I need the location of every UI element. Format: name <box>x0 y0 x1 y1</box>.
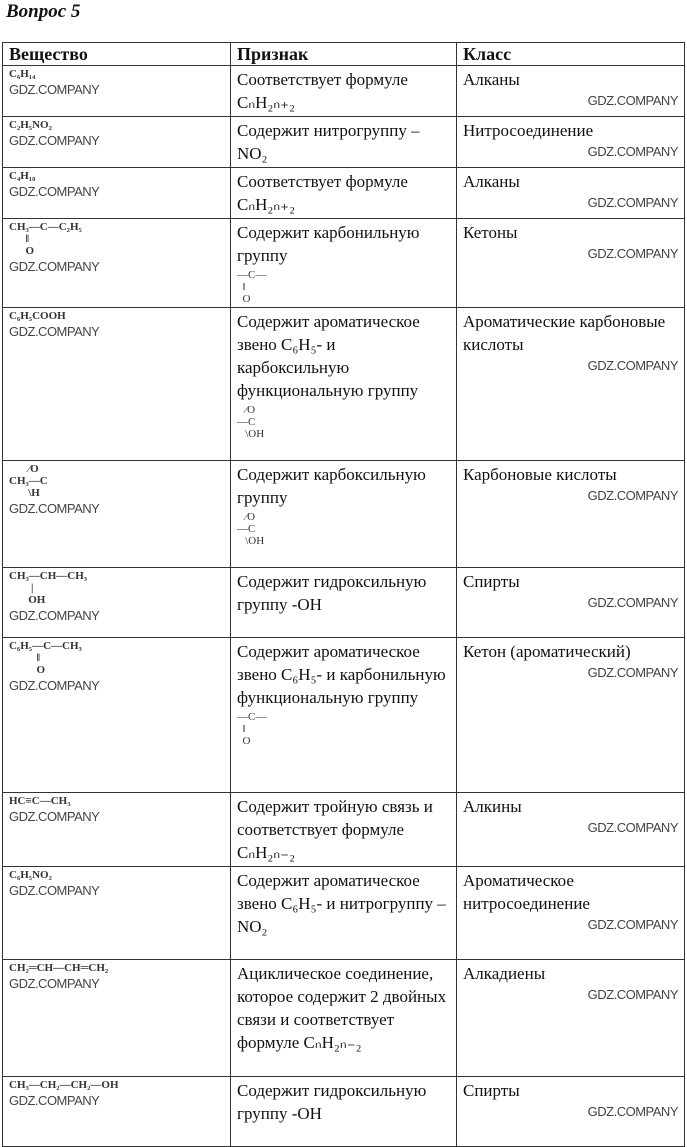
table-row <box>3 461 685 568</box>
class-text: Алкадиены <box>463 964 546 983</box>
watermark: GDZ.COMPANY <box>587 358 678 373</box>
watermark: GDZ.COMPANY <box>9 324 100 339</box>
substance-cell <box>3 1077 231 1147</box>
class-cell <box>457 308 685 461</box>
watermark: GDZ.COMPANY <box>9 133 100 148</box>
feature-cell <box>231 308 457 461</box>
feature-text: Соответствует формуле CₙH₂ₙ₊₂ <box>237 70 408 112</box>
watermark: GDZ.COMPANY <box>9 184 100 199</box>
watermark: GDZ.COMPANY <box>9 82 100 97</box>
class-text: Ароматическое нитросоединение <box>463 871 590 913</box>
class-cell <box>457 1077 685 1147</box>
class-text: Кетоны <box>463 223 518 242</box>
watermark: GDZ.COMPANY <box>9 501 100 516</box>
feature-cell <box>231 66 457 117</box>
watermark: GDZ.COMPANY <box>587 195 678 210</box>
substance-cell <box>3 638 231 793</box>
feature-cell <box>231 168 457 219</box>
substance-formula: C₂H₅NO₂ <box>9 119 52 131</box>
feature-cell <box>231 461 457 568</box>
functional-group-drawing: —C— ‖ O <box>237 711 267 747</box>
class-text: Нитросоединение <box>463 121 594 140</box>
substance-formula: C₆H₁₄ <box>9 68 36 80</box>
substance-formula: C₆H₅—C—CH₃ ‖ O <box>9 640 82 676</box>
table-row <box>3 568 685 638</box>
functional-group-drawing: —C— ‖ O <box>237 269 267 305</box>
feature-text: Содержит ароматическое звено C₆H₅- и нитрогруппу –NO₂ <box>237 871 446 936</box>
substance-formula: C₆H₅NO₂ <box>9 869 52 881</box>
feature-text: Содержит гидроксильную группу -OH <box>237 572 427 614</box>
answer-table <box>2 42 685 1147</box>
substance-formula: CH₂═CH—CH═CH₂ <box>9 962 109 974</box>
header-feature: Признак <box>231 43 457 66</box>
substance-cell <box>3 960 231 1077</box>
watermark: GDZ.COMPANY <box>9 976 100 991</box>
substance-formula: C₆H₅COOH <box>9 310 66 322</box>
watermark: GDZ.COMPANY <box>587 665 678 680</box>
feature-cell <box>231 1077 457 1147</box>
table-row <box>3 960 685 1077</box>
class-text: Спирты <box>463 572 520 591</box>
substance-cell <box>3 219 231 308</box>
watermark: GDZ.COMPANY <box>9 608 100 623</box>
class-cell <box>457 168 685 219</box>
feature-cell <box>231 960 457 1077</box>
table-header-row <box>3 43 685 66</box>
watermark: GDZ.COMPANY <box>587 917 678 932</box>
substance-cell <box>3 117 231 168</box>
feature-cell <box>231 793 457 867</box>
class-text: Алканы <box>463 172 520 191</box>
feature-text: Содержит карбонильную группу <box>237 223 420 265</box>
table-row <box>3 66 685 117</box>
class-text: Алканы <box>463 70 520 89</box>
substance-formula: CH₃—CH—CH₃ | OH <box>9 570 88 606</box>
table-row <box>3 638 685 793</box>
watermark: GDZ.COMPANY <box>587 246 678 261</box>
substance-cell <box>3 793 231 867</box>
functional-group-drawing: ⁄O —C \OH <box>237 511 265 547</box>
substance-cell <box>3 308 231 461</box>
substance-cell <box>3 568 231 638</box>
class-text: Ароматические карбоновые кислоты <box>463 312 666 354</box>
watermark: GDZ.COMPANY <box>587 595 678 610</box>
table-row <box>3 168 685 219</box>
substance-formula: HC≡C—CH₃ <box>9 795 71 807</box>
class-cell <box>457 960 685 1077</box>
watermark: GDZ.COMPANY <box>9 259 100 274</box>
watermark: GDZ.COMPANY <box>9 678 100 693</box>
feature-text: Ациклическое соединение, которое содержит 2 двойных связи и соответствует формуле CₙH₂ₙ₋₂ <box>237 964 447 1052</box>
feature-cell <box>231 117 457 168</box>
class-cell <box>457 638 685 793</box>
feature-text: Содержит нитрогруппу –NO₂ <box>237 121 420 163</box>
class-cell <box>457 568 685 638</box>
class-text: Кетон (ароматический) <box>463 642 631 661</box>
watermark: GDZ.COMPANY <box>587 93 678 108</box>
watermark: GDZ.COMPANY <box>587 144 678 159</box>
feature-text: Содержит ароматическое звено C₆H₅- и карбонильную функциональную группу <box>237 642 446 707</box>
class-cell <box>457 461 685 568</box>
feature-cell <box>231 638 457 793</box>
substance-cell <box>3 168 231 219</box>
table-row <box>3 308 685 461</box>
watermark: GDZ.COMPANY <box>9 809 100 824</box>
table-row <box>3 793 685 867</box>
substance-formula: ⁄O CH₃—C \H <box>9 463 48 499</box>
feature-cell <box>231 568 457 638</box>
functional-group-drawing: ⁄O —C \OH <box>237 404 265 440</box>
substance-cell <box>3 66 231 117</box>
substance-cell <box>3 867 231 960</box>
feature-text: Соответствует формуле CₙH₂ₙ₊₂ <box>237 172 408 214</box>
feature-cell <box>231 219 457 308</box>
watermark: GDZ.COMPANY <box>587 1104 678 1119</box>
table-row <box>3 1077 685 1147</box>
class-text: Спирты <box>463 1081 520 1100</box>
class-text: Карбоновые кислоты <box>463 465 617 484</box>
watermark: GDZ.COMPANY <box>587 820 678 835</box>
class-cell <box>457 66 685 117</box>
watermark: GDZ.COMPANY <box>9 883 100 898</box>
class-cell <box>457 219 685 308</box>
feature-text: Содержит карбоксильную группу <box>237 465 426 507</box>
substance-formula: C₄H₁₀ <box>9 170 36 182</box>
class-cell <box>457 793 685 867</box>
question-title: Вопрос 5 <box>6 1 81 22</box>
watermark: GDZ.COMPANY <box>587 488 678 503</box>
class-cell <box>457 867 685 960</box>
substance-formula: CH₃—C—C₂H₅ ‖ O <box>9 221 82 257</box>
watermark: GDZ.COMPANY <box>587 987 678 1002</box>
watermark: GDZ.COMPANY <box>9 1093 100 1108</box>
class-cell <box>457 117 685 168</box>
header-substance: Вещество <box>3 43 231 66</box>
table-row <box>3 117 685 168</box>
header-class: Класс <box>457 43 685 66</box>
class-text: Алкины <box>463 797 522 816</box>
feature-text: Содержит ароматическое звено C₆H₅- и карбоксильную функциональную группу <box>237 312 420 400</box>
feature-cell <box>231 867 457 960</box>
substance-formula: CH₃—CH₂—CH₂—OH <box>9 1079 119 1091</box>
table-row <box>3 867 685 960</box>
feature-text: Содержит тройную связь и соответствует формуле CₙH₂ₙ₋₂ <box>237 797 433 862</box>
table-row <box>3 219 685 308</box>
substance-cell <box>3 461 231 568</box>
feature-text: Содержит гидроксильную группу -OH <box>237 1081 427 1123</box>
